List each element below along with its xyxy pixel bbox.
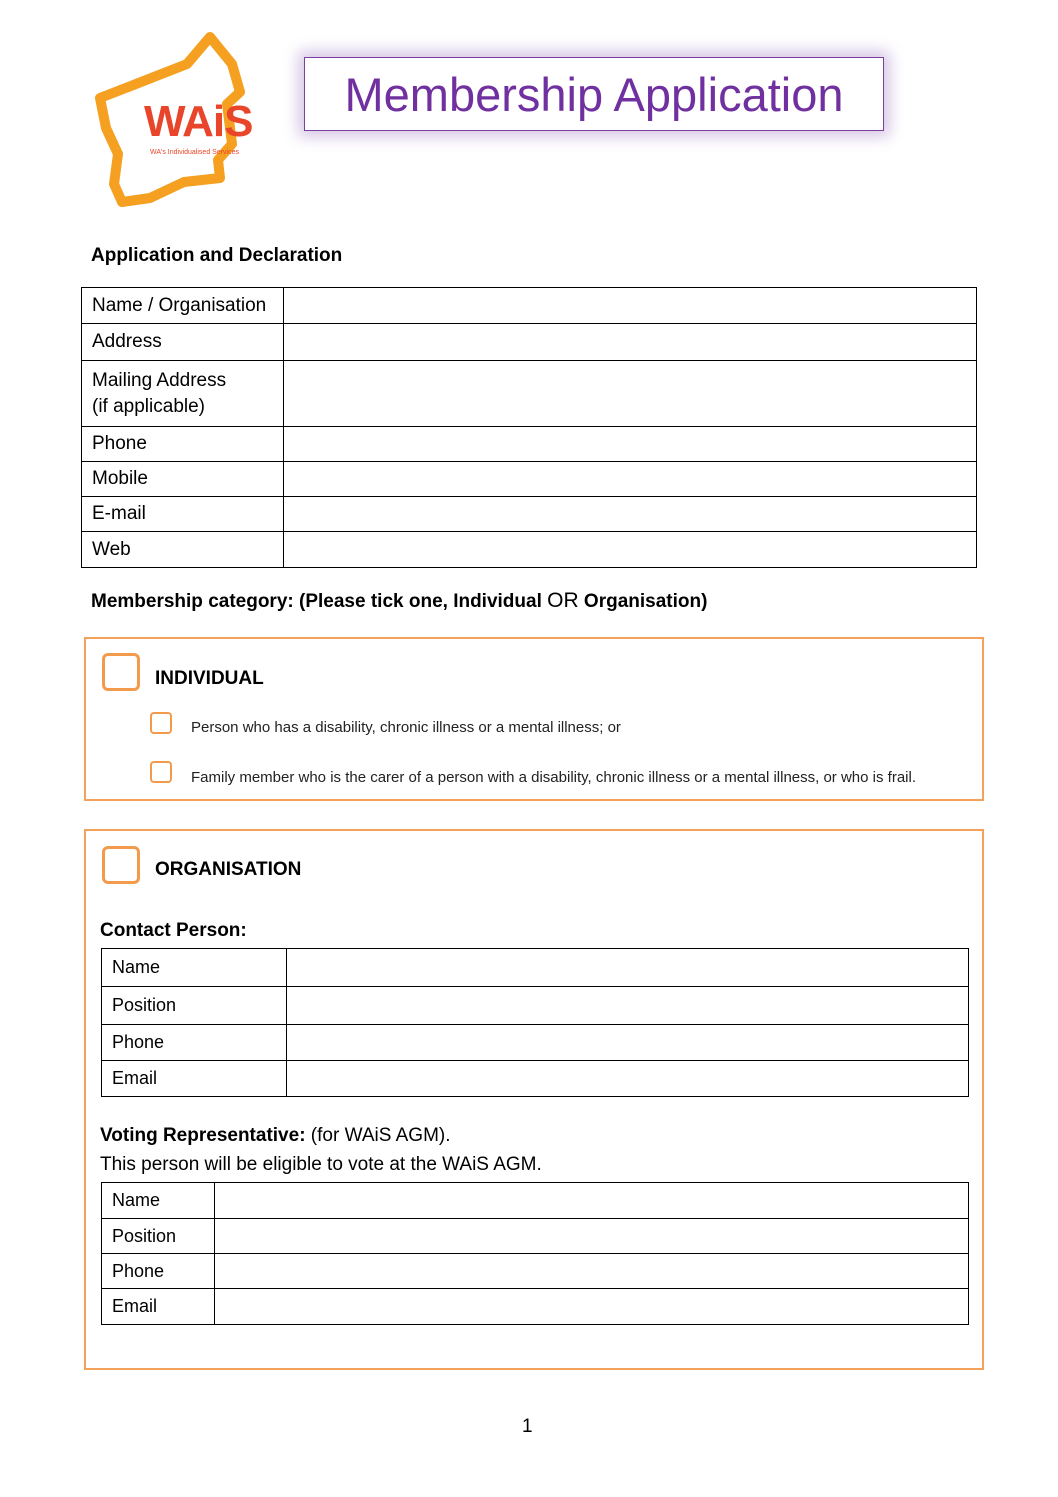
contact-table [101,948,969,1097]
carer-option-label: Family member who is the carer of a person with a disability, chronic illness or a mental illness, or who is frail. [191,769,916,786]
table-row [102,1061,969,1097]
voting-table [101,1182,969,1325]
table-row [82,427,977,462]
row-label: Mobile [82,462,284,497]
web-field[interactable] [284,532,977,568]
page-number: 1 [522,1416,533,1437]
category-prefix: Membership category: [91,591,294,612]
voting-phone-field[interactable] [215,1254,969,1289]
row-label: Web [82,532,284,568]
page-title: Membership Application [344,67,844,121]
individual-checkbox[interactable] [102,653,140,691]
mailing-address-field[interactable] [284,361,977,427]
row-label [82,361,284,427]
email-field[interactable] [284,497,977,532]
row-label: Phone [102,1025,287,1061]
address-field[interactable] [284,324,977,361]
row-label: Name / Organisation [82,288,284,324]
row-label: E-mail [82,497,284,532]
table-row [102,1025,969,1061]
contact-name-field[interactable] [287,949,969,987]
row-label: Name [102,949,287,987]
wais-logo [92,32,282,208]
phone-field[interactable] [284,427,977,462]
table-row [82,288,977,324]
row-label: Email [102,1289,215,1325]
logo-brand: WAiS [144,97,253,146]
voting-email-field[interactable] [215,1289,969,1325]
table-row [82,324,977,361]
mobile-field[interactable] [284,462,977,497]
voting-heading-line [100,1125,451,1147]
title-box [304,57,884,131]
table-row [102,1289,969,1325]
mailing-address-sublabel: (if applicable) [92,395,205,417]
contact-heading: Contact Person: [100,920,247,941]
table-row [102,1254,969,1289]
individual-title: INDIVIDUAL [155,668,264,689]
table-row [102,1183,969,1219]
table-row [102,949,969,987]
table-row [82,361,977,427]
category-open: (Please tick one, Individual [293,591,548,612]
section-heading: Application and Declaration [91,245,343,266]
category-or: OR [547,589,579,612]
row-label: Name [102,1183,215,1219]
table-row [82,497,977,532]
voting-name-field[interactable] [215,1183,969,1219]
voting-suffix: (for WAiS AGM). [305,1125,451,1146]
voting-position-field[interactable] [215,1219,969,1254]
individual-box [84,637,984,801]
table-row [102,1219,969,1254]
row-label: Phone [82,427,284,462]
table-row [82,462,977,497]
organisation-title: ORGANISATION [155,859,302,880]
disability-option-checkbox[interactable] [150,712,172,734]
table-row [82,532,977,568]
contact-phone-field[interactable] [287,1025,969,1061]
table-row [102,987,969,1025]
organisation-box [84,829,984,1370]
name-organisation-field[interactable] [284,288,977,324]
applicant-table [81,287,977,568]
mailing-address-label: Mailing Address [92,369,227,391]
logo-tagline: WA's Individualised Services [150,149,240,156]
row-label: Email [102,1061,287,1097]
organisation-checkbox[interactable] [102,846,140,884]
row-label: Position [102,1219,215,1254]
row-label: Phone [102,1254,215,1289]
category-heading [91,589,707,613]
disability-option-label: Person who has a disability, chronic illness or a mental illness; or [191,719,621,736]
carer-option-checkbox[interactable] [150,761,172,783]
contact-position-field[interactable] [287,987,969,1025]
category-close: Organisation) [578,591,708,612]
contact-email-field[interactable] [287,1061,969,1097]
voting-heading: Voting Representative: [100,1125,306,1146]
row-label: Address [82,324,284,361]
row-label: Position [102,987,287,1025]
voting-note: This person will be eligible to vote at the WAiS AGM. [100,1154,542,1175]
